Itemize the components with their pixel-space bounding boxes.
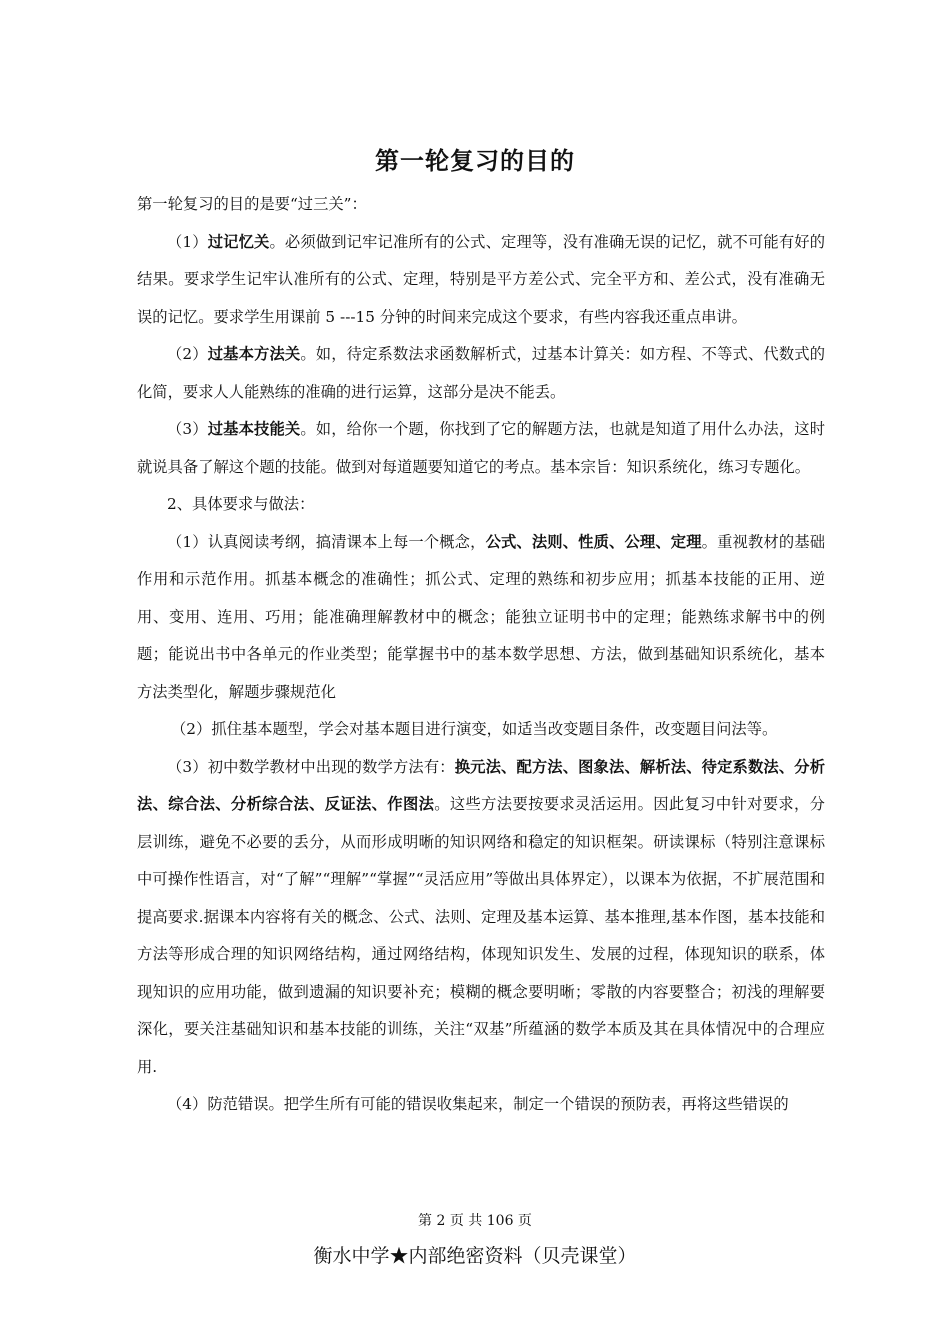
requirement-lead: （3）初中数学教材中出现的数学方法有： [167,757,455,776]
page-number: 第 2 页 共 106 页 [418,1213,532,1229]
requirement-text: 。重视教材的基础作用和示范作用。抓基本概念的准确性；抓公式、定理的熟练和初步应用；抓基本技能的正用、逆用、变用、连用、巧用；能准确理解教材中的概念；能独立证明书中的定理；能熟练求解书中的例题；能说出书中各单元的作业类型；能掌握书中的基本数学思想、方法，做到基础知识系统化，基本方法类型化，解题步骤规范化 [137,532,825,701]
pass-skill-paragraph [137,411,825,486]
pass-memory-paragraph [137,224,825,337]
requirement-lead: （1）认真阅读考纲，搞清课本上每一个概念， [167,532,486,551]
requirement-paragraph-2: （2）抓住基本题型，学会对基本题目进行演变，如适当改变题目条件，改变题目问法等。 [171,720,778,738]
document-body [137,186,825,1124]
item-heading: 过记忆关 [207,232,270,251]
item-text: 。必须做到记牢记准所有的公式、定理等，没有准确无误的记忆，就不可能有好的结果。要求学生记牢认准所有的公式、定理，特别是平方差公式、完全平方和、差公式，没有准确无误的记忆。要求学生用课前 5 ---15 分钟的时间来完成这个要求，有些内容我还重点串讲。 [137,232,825,326]
item-number: （3） [167,420,208,438]
requirement-paragraph-1 [137,524,825,712]
item-heading: 过基本技能关 [207,420,301,438]
item-number: （1） [167,232,208,251]
footer-brand: 衡水中学★内部绝密资料（贝壳课堂） [313,1245,637,1267]
page-title: 第一轮复习的目的 [375,147,575,175]
requirement-paragraph-4: （4）防范错误。把学生所有可能的错误收集起来，制定一个错误的预防表，再将这些错误的 [167,1095,789,1113]
section-heading: 2、具体要求与做法： [167,495,315,513]
intro-paragraph: 第一轮复习的目的是要“过三关”： [137,195,367,213]
requirement-bold: 公式、法则、性质、公理、定理 [485,532,702,551]
item-text: 。如，给你一个题，你找到了它的解题方法，也就是知道了用什么办法，这时就说具备了解这个题的技能。做到对每道题要知道它的考点。基本宗旨：知识系统化，练习专题化。 [137,420,825,476]
pass-method-paragraph [137,336,825,411]
requirement-bold: 换元法、配方法、图象法、解析法、待定系数法、分析法、综合法、分析综合法、反证法、作图法 [137,757,825,813]
item-heading: 过基本方法关 [207,345,301,363]
item-text: 。如，待定系数法求函数解析式，过基本计算关：如方程、不等式、代数式的化简，要求人人能熟练的准确的进行运算，这部分是决不能丢。 [137,345,825,401]
requirement-paragraph-3 [137,749,825,1087]
requirement-text: 。这些方法要按要求灵活运用。因此复习中针对要求，分层训练，避免不必要的丢分，从而形成明晰的知识网络和稳定的知识框架。研读课标（特别注意课标中可操作性语言，对“了解”“理解”“掌握”“灵活应用”等做出具体界定），以课本为依据，不扩展范围和提高要求.据课本内容将有关的概念、公式、法则、定理及基本运算、基本推理,基本作图，基本技能和方法等形成合理的知识网络结构，通过网络结构，体现知识发生、发展的过程，体现知识的联系，体现知识的应用功能，做到遗漏的知识要补充；模糊的概念要明晰；零散的内容要整合；初浅的理解要深化，要关注基础知识和基本技能的训练，关注“双基”所蕴涵的数学本质及其在具体情况中的合理应用. [137,795,825,1076]
item-number: （2） [167,345,208,363]
